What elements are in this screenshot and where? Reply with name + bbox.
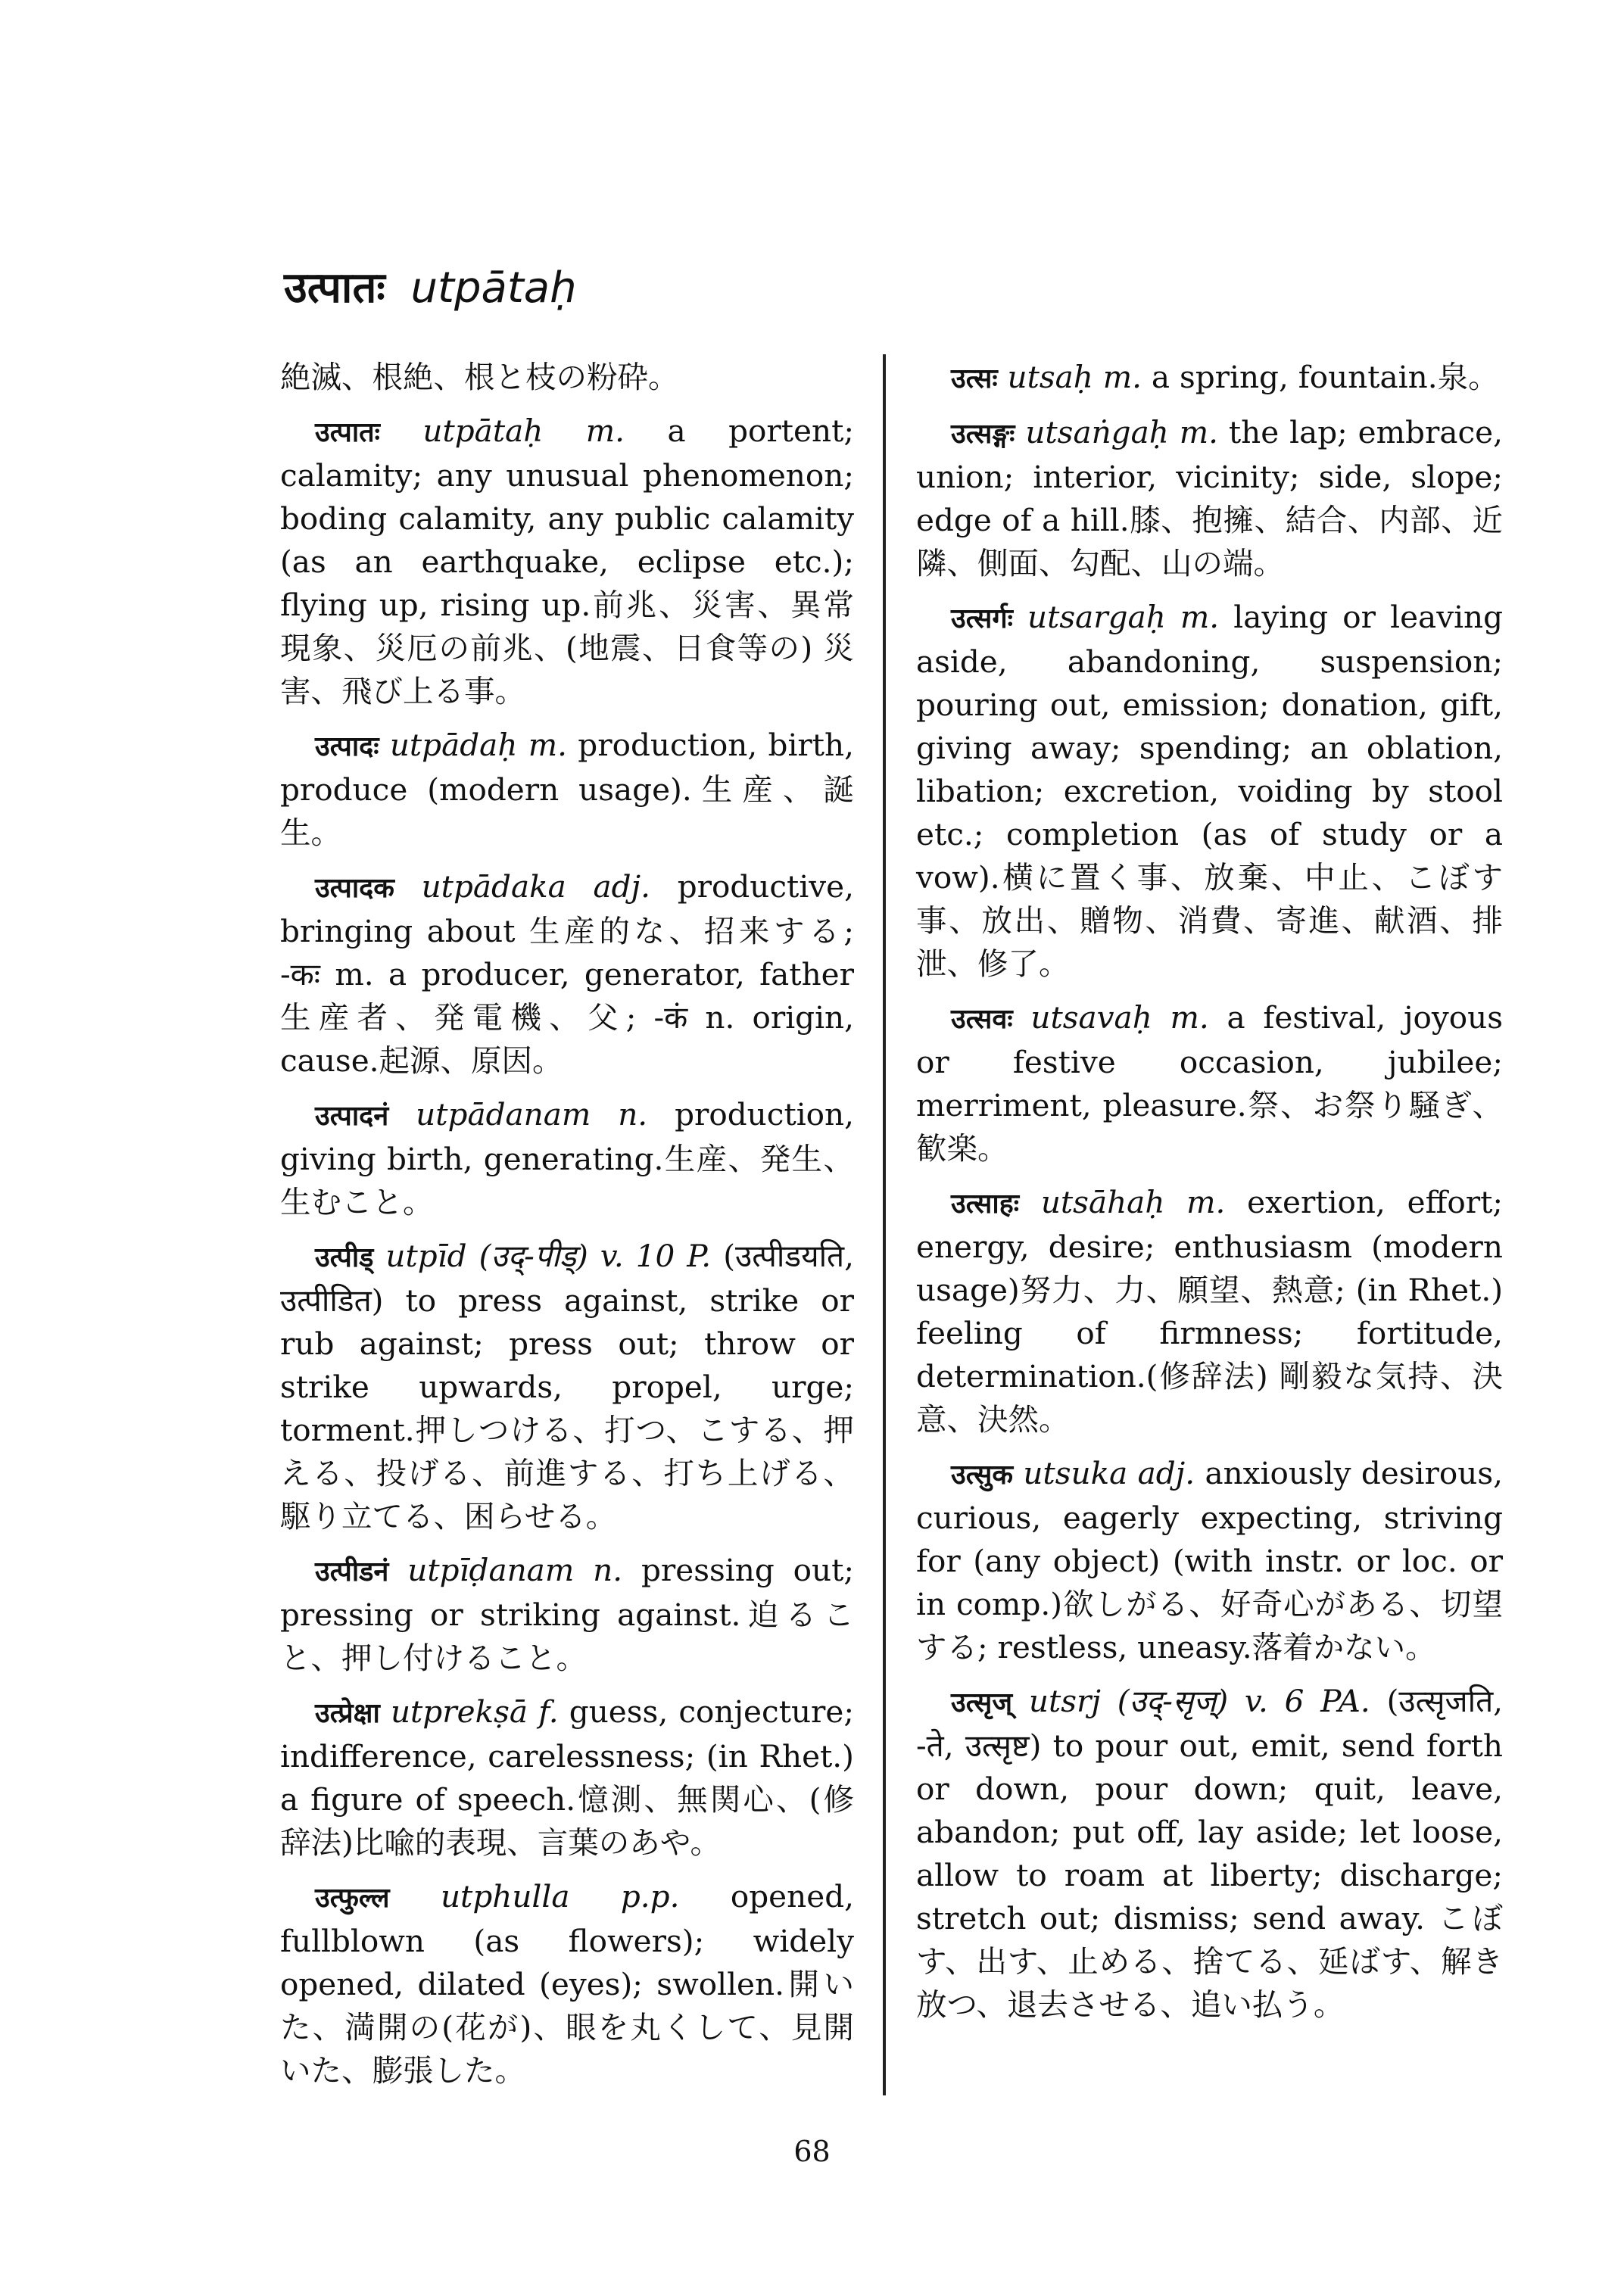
entry-definition: anxiously desirous, curious, eagerly expecting, striving for (any object) (with instr. or loc. or in comp.)欲しがる、好奇心がある、切望する; restless, uneasy.落着かない。 — [916, 1455, 1503, 1665]
entry-definition: the lap; embrace, union; interior, vicinity; side, slope; edge of a hill.膝、抱擁、結合、内部、近隣、側面、勾配、山の端。 — [916, 414, 1504, 581]
entry-grammar: m. — [1170, 999, 1209, 1036]
entry-definition: production, giving birth, generating.生産、発生、生むこと。 — [280, 1096, 855, 1220]
entry-transliteration: utsavaḥ — [1030, 999, 1152, 1036]
header-transliteration: utpātaḥ — [410, 263, 577, 313]
entry-transliteration: utpādanam — [416, 1096, 591, 1132]
entry-definition: productive, bringing about 生産的な、招来する; -कः m. a producer, generator, father 生産者、発電機、父; -कं n. origin, cause.起源、原因。 — [280, 868, 854, 1079]
entry-definition: pressing out; pressing or striking against.迫ること、押し付けること。 — [280, 1552, 855, 1676]
entry-grammar: m. — [1179, 414, 1219, 450]
dictionary-entry — [280, 1690, 854, 1865]
dictionary-entry — [280, 1093, 854, 1224]
entry-transliteration: utsaḥ — [1007, 359, 1093, 395]
column-divider — [883, 354, 886, 2095]
entry-grammar: m. — [1180, 599, 1220, 635]
entry-definition: a spring, fountain.泉。 — [1151, 359, 1499, 395]
dictionary-entry — [280, 1875, 854, 2092]
dictionary-entry — [916, 1680, 1503, 2027]
entry-headword: उत्फुल्ल — [315, 1882, 390, 1914]
entry-transliteration: utphulla — [440, 1878, 570, 1914]
entry-headword: उत्सुक — [951, 1459, 1014, 1491]
dictionary-entry — [916, 356, 1503, 400]
entry-grammar: m. — [1186, 1184, 1226, 1220]
page-header — [284, 263, 577, 313]
entry-headword: उत्साहः — [951, 1188, 1020, 1220]
dictionary-entry — [916, 411, 1503, 585]
header-headword: उत्पातः — [284, 263, 385, 313]
dictionary-entry — [916, 1181, 1503, 1441]
entry-grammar: p.p. — [620, 1878, 680, 1914]
entry-grammar: adj. — [1137, 1455, 1195, 1491]
entry-headword: उत्सृज् — [951, 1687, 1013, 1718]
entry-transliteration: utpādaka — [421, 868, 566, 905]
entry-definition: exertion, effort; energy, desire; enthusiasm (modern usage)努力、力、願望、熱意; (in Rhet.) feeling of firmness; fortitude, determination.(修辞法) 剛毅な気持、決意、決然。 — [916, 1184, 1504, 1438]
entry-headword: उत्पातः — [315, 416, 380, 448]
entry-definition: (उत्पीडयति, उत्पीडित) to press against, strike or rub against; press out; throw or strike upwards, propel, urge; torment.押しつける、打つ、こする、押える、投げる、前進する、打ち上げる、駆り立てる、困らせる。 — [280, 1238, 855, 1534]
entry-transliteration: utsuka — [1023, 1455, 1128, 1491]
entry-transliteration: utsaṅgaḥ — [1025, 414, 1169, 450]
entry-transliteration: utsrj — [1028, 1683, 1101, 1719]
entry-definition: a portent; calamity; any unusual phenomenon; boding calamity, any public calamity (as an earthquake, eclipse etc.); flying up, rising up.前兆、災害、異常現象、災厄の前兆、(地震、日食等の) 災害、飛び上る事。 — [280, 413, 855, 709]
right-column — [916, 356, 1503, 2037]
dictionary-entry — [916, 1452, 1503, 1669]
entry-headword: उत्सः — [951, 363, 998, 394]
entry-grammar: (उद्-सृज्) v. 6 PA. — [1117, 1683, 1370, 1719]
entry-headword: उत्पादनं — [315, 1100, 389, 1132]
entry-headword: उत्पीडनं — [315, 1556, 389, 1587]
entry-headword: उत्सवः — [951, 1003, 1013, 1035]
entry-transliteration: utpīd — [385, 1238, 467, 1274]
entry-transliteration: utprekṣā — [390, 1693, 528, 1730]
entry-grammar: adj. — [593, 868, 650, 905]
entry-definition: production, birth, produce (modern usage).生産、誕生。 — [280, 727, 854, 851]
entry-headword: उत्सर्गः — [951, 603, 1013, 634]
left-column — [280, 356, 854, 2103]
dictionary-entry — [280, 410, 854, 713]
entry-grammar: m. — [528, 727, 567, 763]
dictionary-entry — [280, 724, 854, 855]
entry-grammar: n. — [618, 1096, 648, 1132]
entry-transliteration: utpīḍanam — [407, 1552, 575, 1588]
entry-definition: (उत्सृजति, -ते, उत्सृष्ट) to pour out, emit, send forth or down, pour down; quit, leave, abandon; put off, lay aside; let loose, allow to roam at liberty; discharge; stretch out; dismiss; send away. こぼす、出す、止める、捨てる、延ばす、解き放つ、退去させる、追い払う。 — [916, 1683, 1504, 2023]
entry-definition: opened, fullblown (as flowers); widely opened, dilated (eyes); swollen.開いた、満開の(花が)、眼を丸くして、見開いた、膨張した。 — [280, 1878, 855, 2089]
entry-grammar: m. — [1102, 359, 1142, 395]
entry-definition: a festival, joyous or festive occasion, jubilee; merriment, pleasure.祭、お祭り騒ぎ、歓楽。 — [916, 999, 1504, 1167]
entry-definition: guess, conjecture; indifference, carelessness; (in Rhet.) a figure of speech.憶測、無関心、(修辞法)比喩的表現、言葉のあや。 — [280, 1693, 855, 1861]
entry-headword: उत्पादक — [315, 872, 394, 904]
page-number: 68 — [793, 2135, 831, 2168]
entry-grammar: m. — [585, 413, 625, 449]
dictionary-entry — [916, 596, 1503, 986]
entry-transliteration: utsargaḥ — [1027, 599, 1166, 635]
entry-transliteration: utpātaḥ — [422, 413, 544, 449]
entry-headword: उत्पीड् — [315, 1242, 374, 1273]
entry-headword: उत्प्रेक्षा — [315, 1697, 380, 1729]
dictionary-entry — [280, 1235, 854, 1538]
entry-headword: उत्पादः — [315, 731, 379, 762]
entry-transliteration: utsāhaḥ — [1040, 1184, 1165, 1220]
entry-grammar: n. — [593, 1552, 623, 1588]
entry-definition: laying or leaving aside, abandoning, suspension; pouring out, emission; donation, gift, giving away; spending; an oblation, libation; excretion, voiding by stool etc.; completion (as of study or a vow).横に置く事、放棄、中止、こぼす事、放出、贈物、消費、寄進、献酒、排泄、修了。 — [916, 599, 1504, 982]
dictionary-entry — [916, 996, 1503, 1170]
dictionary-entry — [280, 865, 854, 1083]
entry-headword: उत्सङ्गः — [951, 418, 1015, 450]
dictionary-entry — [280, 1549, 854, 1680]
entry-grammar: f. — [538, 1693, 559, 1730]
continuation-text: 絶滅、根絶、根と枝の粉砕。 — [280, 359, 679, 395]
entry-grammar: (उद्-पीड्) v. 10 P. — [478, 1238, 712, 1274]
entry-transliteration: utpādaḥ — [389, 727, 518, 763]
